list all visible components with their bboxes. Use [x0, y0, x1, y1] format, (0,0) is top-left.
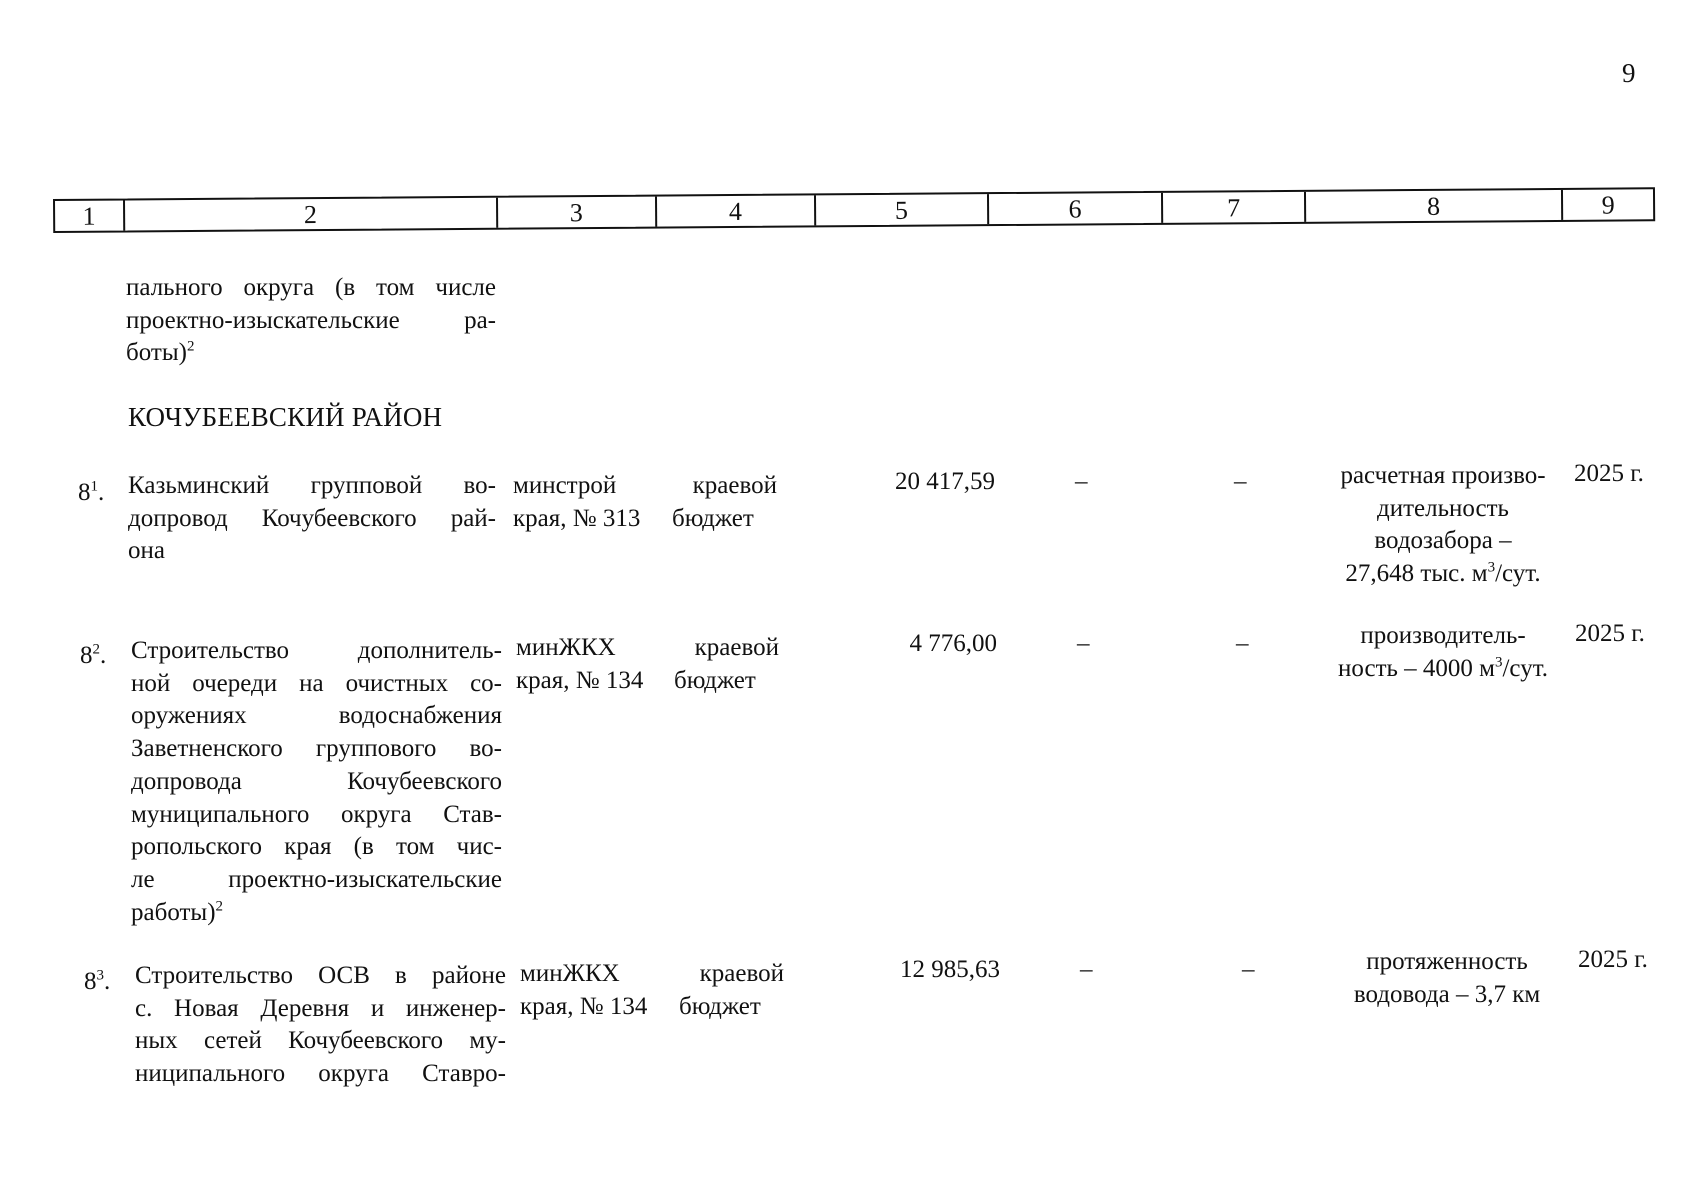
agency — [513, 470, 661, 535]
amount: 20 417,59 — [895, 468, 995, 495]
agency-line: минЖКХ — [520, 960, 620, 987]
result-line: водозабора – — [1374, 527, 1512, 555]
funding-source-line: бюджет — [679, 992, 761, 1020]
row-number: $8^1$. — [78, 478, 105, 506]
col7-value: – — [1242, 956, 1255, 983]
result-line: расчетная произво- — [1340, 462, 1546, 489]
funding-source-line: краевой — [699, 960, 784, 987]
project-name-line: Строительство дополнитель- — [131, 637, 502, 664]
amount: 4 776,00 — [909, 630, 997, 657]
row-number: $8^2$. — [80, 641, 107, 669]
agency-line: края, № 313 — [513, 504, 641, 532]
funding-source-line: краевой — [694, 634, 779, 661]
column-header-6: 6 — [989, 193, 1164, 224]
col6-value: – — [1075, 468, 1088, 495]
result-indicator — [1308, 460, 1578, 591]
continuation-line-text: боты) — [126, 339, 187, 367]
column-header-9: 9 — [1601, 190, 1615, 220]
section-title: КОЧУБЕЕВСКИЙ РАЙОН — [128, 402, 443, 432]
agency — [520, 958, 668, 1023]
project-name-line: допровода Кочубеевского — [131, 767, 502, 795]
year: 2025 г. — [1574, 460, 1644, 487]
row-number-sup: 2 — [92, 641, 100, 658]
project-name-line: муниципального округа Став- — [131, 800, 502, 828]
row-number-sup: 3 — [96, 967, 104, 984]
project-name — [131, 635, 502, 929]
column-header-2: 2 — [125, 198, 498, 231]
project-name-line: ной очереди на очистных со- — [131, 669, 502, 697]
project-name-line-text: работы) — [131, 898, 216, 926]
amount: 12 985,63 — [900, 956, 1000, 983]
project-name-line: допровод Кочубеевского рай- — [128, 504, 496, 532]
unit-tail: /сут. — [1495, 560, 1541, 588]
unit-sup: 3 — [1494, 654, 1503, 671]
project-name-line: Заветненского группового во- — [131, 735, 502, 763]
project-name-line: Казьминский групповой во- — [128, 472, 496, 499]
result-line-text: ность – 4000 м — [1337, 654, 1495, 682]
result-line: дительность — [1377, 494, 1509, 522]
funding-source — [672, 470, 777, 535]
result-line — [1308, 653, 1578, 686]
col6-value: – — [1080, 956, 1093, 983]
result-line: водовода – 3,7 км — [1353, 980, 1541, 1008]
result-indicator — [1312, 946, 1582, 1011]
project-name-line: ропольского края (в том чис- — [131, 833, 502, 861]
project-name-line: с. Новая Деревня и инженер- — [135, 994, 506, 1022]
agency-line: минстрой — [513, 472, 617, 499]
funding-source — [674, 632, 779, 697]
page-number: 9 — [1622, 58, 1636, 88]
year: 2025 г. — [1575, 620, 1645, 647]
project-name — [135, 960, 506, 1091]
row-number-sup: 1 — [90, 478, 98, 495]
project-name-line: она — [128, 537, 165, 565]
continuation-line: пального округа (в том числе — [126, 274, 496, 301]
funding-source-line: бюджет — [674, 666, 756, 694]
funding-source-line: бюджет — [672, 504, 754, 532]
column-header-7: 7 — [1163, 192, 1306, 223]
col6-value: – — [1077, 630, 1090, 657]
continuation-line — [126, 337, 496, 370]
agency — [516, 632, 664, 697]
col7-value: – — [1236, 630, 1249, 657]
continuation-line: проектно-изыскательские ра- — [126, 306, 496, 334]
row-number-text: 8 — [78, 479, 91, 506]
column-header-4: 4 — [656, 195, 816, 226]
row-number-text: 8 — [84, 968, 97, 995]
result-line — [1308, 558, 1578, 591]
result-indicator — [1308, 620, 1578, 685]
year: 2025 г. — [1578, 946, 1648, 973]
project-name-line: ниципального округа Ставро- — [135, 1060, 506, 1088]
column-header-1: 1 — [55, 200, 125, 231]
project-name — [128, 470, 496, 568]
agency-line: минЖКХ — [516, 634, 616, 661]
continuation-text — [126, 272, 496, 370]
project-name-line: Строительство ОСВ в районе — [135, 962, 506, 989]
project-name-line — [131, 897, 502, 930]
agency-line: края, № 134 — [516, 666, 644, 694]
result-line: протяженность — [1366, 948, 1528, 975]
result-line-text: 27,648 тыс. м — [1345, 560, 1488, 588]
project-name-line: ле проектно-изыскательские — [131, 865, 502, 893]
footnote-marker: 2 — [186, 339, 195, 356]
column-header-8: 8 — [1306, 190, 1564, 222]
column-header-row — [53, 187, 1655, 233]
col7-value: – — [1234, 468, 1247, 495]
footnote-marker: 2 — [215, 898, 224, 915]
column-header-3: 3 — [498, 197, 657, 228]
project-name-line: оружениях водоснабжения — [131, 702, 502, 730]
funding-source — [679, 958, 784, 1023]
project-name-line: ных сетей Кочубеевского му- — [135, 1027, 506, 1055]
unit-sup: 3 — [1487, 559, 1496, 576]
column-header-5: 5 — [816, 194, 989, 225]
agency-line: края, № 134 — [520, 992, 648, 1020]
row-number-text: 8 — [80, 642, 93, 669]
unit-tail: /сут. — [1502, 654, 1548, 682]
funding-source-line: краевой — [692, 472, 777, 499]
result-line: производитель- — [1360, 622, 1526, 649]
row-number: $8^3$. — [84, 967, 111, 995]
